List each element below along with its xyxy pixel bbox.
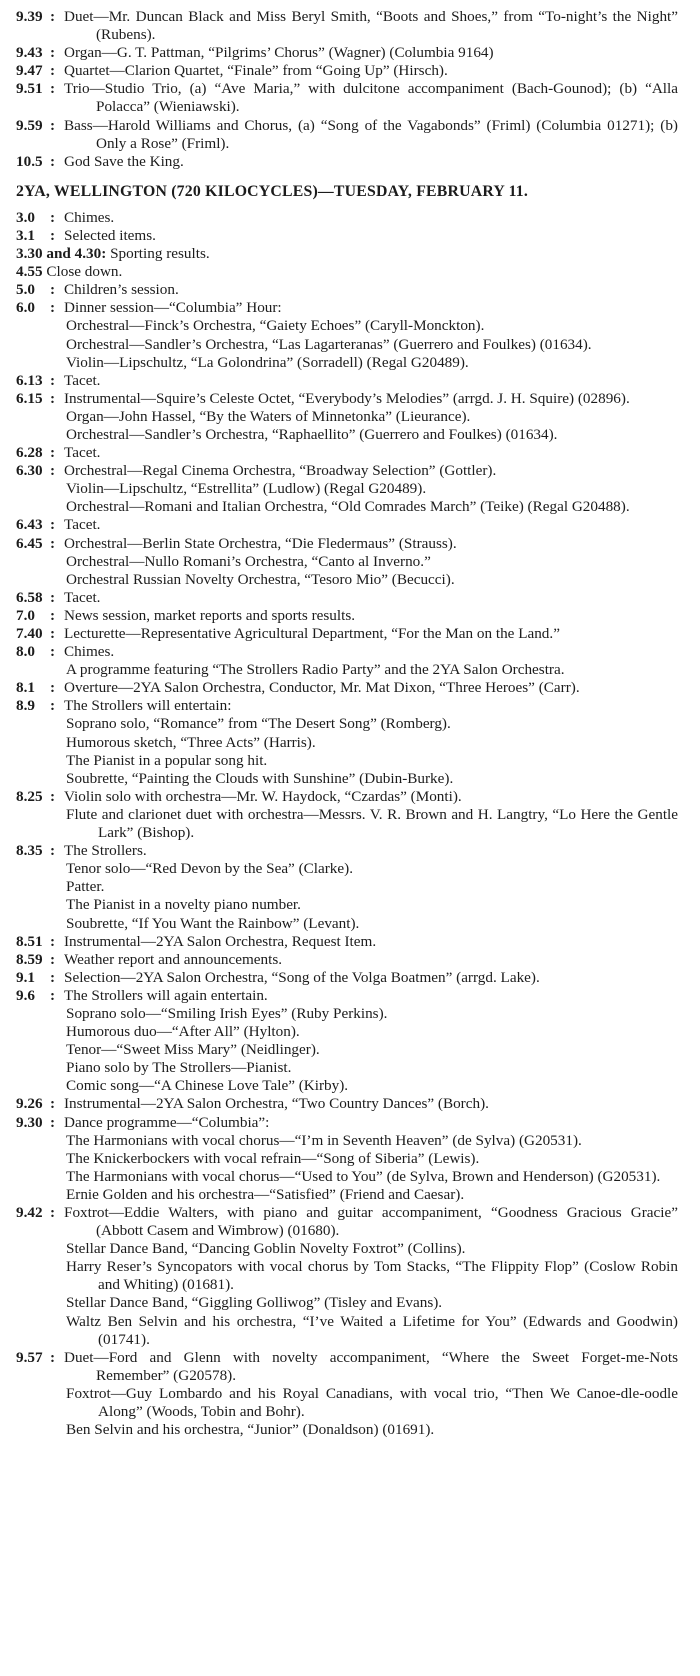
programme-entry: 6.28 : Tacet. [16,444,678,462]
entry-time: 6.30 [16,462,43,480]
entry-text: Soprano solo—“Smiling Irish Eyes” (Ruby Perkins). [66,1004,388,1022]
entry-time: 9.1 [16,968,35,986]
programme-sub-entry [16,1168,678,1186]
entry-text: Ben Selvin and his orchestra, “Junior” (Donaldson) (01691). [66,1421,435,1439]
entry-text: Duet—Ford and Glenn with novelty accompaniment, “Where the Sweet Forget-me-Nots Remember” (G20578). [64,1348,678,1384]
entry-text: Instrumental—2YA Salon Orchestra, “Two Country Dances” (Borch). [64,1095,489,1113]
entry-text: Instrumental—Squire’s Celeste Octet, “Everybody’s Melodies” (arrgd. J. H. Squire) (02896). [64,389,630,407]
entry-time: 9.47 [16,62,43,80]
programme-entry: 9.42 : Foxtrot—Eddie Walters, with piano and guitar accompaniment, “Goodness Gracious Gracie” (Abbott Casem and Wimbrow) (01680). [16,1204,678,1240]
programme-sub-entry [16,860,678,878]
entry-text: Selection—2YA Salon Orchestra, “Song of the Volga Boatmen” (arrgd. Lake). [64,968,540,986]
entry-time: 9.57 [16,1348,43,1366]
entry-text: Overture—2YA Salon Orchestra, Conductor, Mr. Mat Dixon, “Three Heroes” (Carr). [64,679,580,697]
entry-time: 6.13 [16,371,43,389]
programme-sub-entry [16,571,678,589]
programme-sub-entry [16,752,678,770]
entry-text: Children’s session. [64,281,179,299]
entry-text: The Strollers will entertain: [64,697,232,715]
programme-entry: 7.0 : News session, market reports and sports results. [16,607,678,625]
programme-sub-entry [16,1132,678,1150]
entry-time: 8.35 [16,842,43,860]
programme-sub-entry [16,553,678,571]
programme-entry: 3.30 and 4.30: Sporting results. [16,245,210,263]
programme-sub-entry [16,1240,678,1258]
entry-text: Dinner session—“Columbia” Hour: [64,299,282,317]
entry-time: 9.30 [16,1113,43,1131]
programme-entry: 9.6 : The Strollers will again entertain. [16,987,678,1005]
programme-sub-entry [16,1059,678,1077]
entry-text: Tenor solo—“Red Devon by the Sea” (Clarke). [66,860,353,878]
programme-entry: 8.35 : The Strollers. [16,842,678,860]
entry-text: Orchestral—Finck’s Orchestra, “Gaiety Echoes” (Caryll-Monckton). [66,317,485,335]
entry-time: 4.55 [16,263,43,281]
entry-text: Ernie Golden and his orchestra—“Satisfied” (Friend and Caesar). [66,1185,465,1203]
programme-entry: 7.40 : Lecturette—Representative Agricultural Department, “For the Man on the Land.” [16,625,678,643]
entry-time: 3.0 [16,208,35,226]
entry-time: 6.43 [16,516,43,534]
entry-text: Flute and clarionet duet with orchestra—Messrs. V. R. Brown and H. Langtry, “Lo Here the Gentle Lark” (Bishop). [66,805,678,842]
programme-entry: 10.5 : God Save the King. [16,153,678,171]
programme-sub-entry [16,408,678,426]
programme-entry: 3.0 : Chimes. [16,209,678,227]
entry-text: Orchestral—Romani and Italian Orchestra, “Old Comrades March” (Teike) (Regal G20488). [66,498,630,516]
programme-sub-entry [16,498,678,516]
entry-text: Instrumental—2YA Salon Orchestra, Request Item. [64,932,377,950]
entry-text: Chimes. [64,643,115,661]
entry-text: The Strollers. [64,842,147,860]
entry-text: God Save the King. [64,152,184,170]
entry-text: Duet—Mr. Duncan Black and Miss Beryl Smith, “Boots and Shoes,” from “To-night’s the Night” (Rubens). [64,8,678,44]
programme-entry: 9.1 : Selection—2YA Salon Orchestra, “Song of the Volga Boatmen” (arrgd. Lake). [16,969,678,987]
entry-time: 10.5 [16,152,43,170]
programme-entry: 6.58 : Tacet. [16,589,678,607]
entry-time: 8.1 [16,679,35,697]
entry-text: Soprano solo, “Romance” from “The Desert Song” (Romberg). [66,715,451,733]
entry-text: Bass—Harold Williams and Chorus, (a) “Song of the Vagabonds” (Friml) (Columbia 01271); (b) Only a Rose” (Friml). [64,116,678,152]
entry-text: Orchestral—Berlin State Orchestra, “Die Fledermaus” (Strauss). [64,534,457,552]
programme-entry: 9.39 : Duet—Mr. Duncan Black and Miss Beryl Smith, “Boots and Shoes,” from “To-night’s the Night” (Rubens). [16,8,678,44]
programme-sub-entry [16,426,678,444]
entry-time: 6.45 [16,534,43,552]
programme-sub-entry [16,480,678,498]
programme-entry: 5.0 : Children’s session. [16,281,678,299]
programme-entry: 9.59 : Bass—Harold Williams and Chorus, (a) “Song of the Vagabonds” (Friml) (Columbia 01271); (b) Only a Rose” (Friml). [16,116,678,152]
entry-text: Humorous duo—“After All” (Hylton). [66,1023,300,1041]
entry-time: 3.1 [16,226,35,244]
entry-text: Soubrette, “If You Want the Rainbow” (Levant). [66,914,360,932]
entry-text: Organ—G. T. Pattman, “Pilgrims’ Chorus” (Wagner) (Columbia 9164) [64,44,494,62]
entry-time: 8.59 [16,950,43,968]
entry-time: 9.42 [16,1204,43,1221]
entry-text: Tacet. [64,516,101,534]
entry-text: The Strollers will again entertain. [64,986,268,1004]
entry-text: Tenor—“Sweet Miss Mary” (Neidlinger). [66,1041,320,1059]
entry-text: The Pianist in a popular song hit. [66,751,268,769]
entry-time: 6.58 [16,588,43,606]
programme-entry: 6.45 : Orchestral—Berlin State Orchestra, “Die Fledermaus” (Strauss). [16,535,678,553]
programme-sub-entry [16,1313,678,1349]
entry-time: 6.28 [16,444,43,462]
programme-entry: 6.43 : Tacet. [16,516,678,534]
entry-text: Orchestral—Sandler’s Orchestra, “Las Lagarteranas” (Guerrero and Foulkes) (01634). [66,335,592,353]
station-heading: 2YA, WELLINGTON (720 KILOCYCLES)—TUESDAY, FEBRUARY 11. [16,182,529,200]
entry-text: Comic song—“A Chinese Love Tale” (Kirby). [66,1077,349,1095]
entry-time: 9.6 [16,986,35,1004]
entry-text: Stellar Dance Band, “Dancing Goblin Novelty Foxtrot” (Collins). [66,1240,466,1258]
programme-entry: 8.51 : Instrumental—2YA Salon Orchestra, Request Item. [16,933,678,951]
entry-text: A programme featuring “The Strollers Radio Party” and the 2YA Salon Orchestra. [66,661,565,679]
programme-entry: 9.57 : Duet—Ford and Glenn with novelty accompaniment, “Where the Sweet Forget-me-Nots Remember” (G20578). [16,1348,678,1384]
entry-text: The Harmonians with vocal chorus—“I’m in Seventh Heaven” (de Sylva) (G20531). [66,1131,582,1149]
programme-sub-entry [16,715,678,733]
entry-text: Weather report and announcements. [64,950,283,968]
programme-sub-entry [16,878,678,896]
programme-entry: 6.30 : Orchestral—Regal Cinema Orchestra, “Broadway Selection” (Gottler). [16,462,678,480]
programme-sub-entry [16,336,678,354]
entry-time: 8.0 [16,643,35,661]
entry-text: Tacet. [64,444,101,462]
entry-text: Sporting results. [110,245,210,263]
programme-sub-entry [16,1258,678,1294]
programme-sub-entry [16,1005,678,1023]
entry-text: Orchestral Russian Novelty Orchestra, “Tesoro Mio” (Becucci). [66,570,455,588]
entry-time: 6.0 [16,299,35,317]
entry-text: Tacet. [64,588,101,606]
entry-time: 8.25 [16,787,43,805]
entry-text: News session, market reports and sports results. [64,606,356,624]
programme-entry: 8.1 : Overture—2YA Salon Orchestra, Conductor, Mr. Mat Dixon, “Three Heroes” (Carr). [16,679,678,697]
programme-entry: 6.0 : Dinner session—“Columbia” Hour: [16,299,678,317]
entry-text: The Harmonians with vocal chorus—“Used to You” (de Sylva, Brown and Henderson) (G20531). [66,1167,661,1185]
programme-sub-entry [16,354,678,372]
entry-text: The Pianist in a novelty piano number. [66,896,301,914]
programme-sub-entry [16,1077,678,1095]
entry-text: Violin solo with orchestra—Mr. W. Haydock, “Czardas” (Monti). [64,787,462,805]
programme-sub-entry [16,1421,678,1439]
programme-entry: 8.59 : Weather report and announcements. [16,951,678,969]
programme-entry [16,263,678,281]
programme-sub-entry [16,1385,678,1421]
programme-sub-entry [16,896,678,914]
programme-entry: 6.13 : Tacet. [16,372,678,390]
programme-sub-entry [16,1150,678,1168]
programme-entry: 9.47 : Quartet—Clarion Quartet, “Finale” from “Going Up” (Hirsch). [16,62,678,80]
entry-text: Organ—John Hassel, “By the Waters of Minnetonka” (Lieurance). [66,407,471,425]
entry-text: Soubrette, “Painting the Clouds with Sunshine” (Dubin-Burke). [66,769,454,787]
programme-entry: 9.51 : Trio—Studio Trio, (a) “Ave Maria,” with dulcitone accompaniment (Bach-Gounod); (b) “Alla Polacca” (Wieniawski). [16,80,678,116]
entry-time: 3.30 and 4.30 [16,245,102,263]
entry-time: 7.40 [16,625,43,642]
programme-sub-entry [16,1186,678,1204]
entry-text: Violin—Lipschultz, “La Golondrina” (Sorradell) (Regal G20489). [66,353,469,371]
entry-text: Orchestral—Nullo Romani’s Orchestra, “Canto al Inverno.” [66,552,431,570]
entry-text: Selected items. [64,226,156,244]
entry-text: Orchestral—Regal Cinema Orchestra, “Broadway Selection” (Gottler). [64,462,497,480]
entry-text: Quartet—Clarion Quartet, “Finale” from “Going Up” (Hirsch). [64,62,448,80]
entry-text: Trio—Studio Trio, (a) “Ave Maria,” with dulcitone accompaniment (Bach-Gounod); (b) “Alla Polacca” (Wieniawski). [64,80,678,116]
programme-listing [16,209,678,1439]
previous-programme-section [16,8,678,171]
entry-time: 9.26 [16,1095,43,1113]
programme-sub-entry [16,1023,678,1041]
entry-text: Foxtrot—Guy Lombardo and his Royal Canadians, with vocal trio, “Then We Canoe-dle-oodle Along” (Woods, Tobin and Bohr). [66,1384,678,1421]
entry-text: The Knickerbockers with vocal refrain—“Song of Siberia” (Lewis). [66,1149,480,1167]
entry-text: Harry Reser’s Syncopators with vocal chorus by Tom Stacks, “The Flippity Flop” (Coslow Robin and Whiting) (01681). [66,1258,678,1294]
entry-text: Stellar Dance Band, “Giggling Golliwog” (Tisley and Evans). [66,1294,443,1312]
programme-sub-entry [16,915,678,933]
entry-text: Waltz Ben Selvin and his orchestra, “I’ve Waited a Lifetime for You” (Edwards and Goodwin) (01741). [66,1312,678,1348]
programme-sub-entry [16,770,678,788]
entry-text: Humorous sketch, “Three Acts” (Harris). [66,733,316,751]
entry-time: 9.59 [16,116,43,134]
entry-text: Foxtrot—Eddie Walters, with piano and guitar accompaniment, “Goodness Gracious Gracie” (Abbott Casem and Wimbrow) (01680). [64,1204,678,1240]
entry-text: Dance programme—“Columbia”: [64,1113,270,1131]
programme-entry: 9.26 : Instrumental—2YA Salon Orchestra, “Two Country Dances” (Borch). [16,1095,678,1113]
entry-text: Violin—Lipschultz, “Estrellita” (Ludlow) (Regal G20489). [66,480,427,498]
entry-text: Orchestral—Sandler’s Orchestra, “Raphaellito” (Guerrero and Foulkes) (01634). [66,425,558,443]
entry-text: Close down. [46,263,123,281]
programme-entry: 8.25 : Violin solo with orchestra—Mr. W. Haydock, “Czardas” (Monti). [16,788,678,806]
entry-text: Lecturette—Representative Agricultural Department, “For the Man on the Land.” [64,625,560,642]
programme-sub-entry [16,1041,678,1059]
programme-sub-entry [16,317,678,335]
programme-entry: 3.1 : Selected items. [16,227,678,245]
entry-time: 8.9 [16,697,35,715]
entry-text: Piano solo by The Strollers—Pianist. [66,1059,292,1077]
entry-text: Chimes. [64,208,115,226]
programme-entry: 6.15 : Instrumental—Squire’s Celeste Octet, “Everybody’s Melodies” (arrgd. J. H. Squire) (02896). [16,390,678,408]
programme-sub-entry [16,661,678,679]
entry-time: 9.43 [16,44,43,62]
programme-sub-entry [16,806,678,842]
entry-time: 9.51 [16,80,43,98]
entry-time: 9.39 [16,8,43,25]
entry-text: Patter. [66,878,105,896]
entry-text: Tacet. [64,371,101,389]
programme-entry: 9.30 : Dance programme—“Columbia”: [16,1114,678,1132]
entry-time: 5.0 [16,281,35,299]
entry-time: 8.51 [16,932,43,950]
entry-time: 6.15 [16,389,43,407]
programme-entry: 8.0 : Chimes. [16,643,678,661]
programme-sub-entry [16,734,678,752]
programme-entry: 8.9 : The Strollers will entertain: [16,697,678,715]
programme-entry: 9.43 : Organ—G. T. Pattman, “Pilgrims’ Chorus” (Wagner) (Columbia 9164) [16,44,678,62]
programme-sub-entry [16,1294,678,1312]
entry-time: 7.0 [16,606,35,624]
